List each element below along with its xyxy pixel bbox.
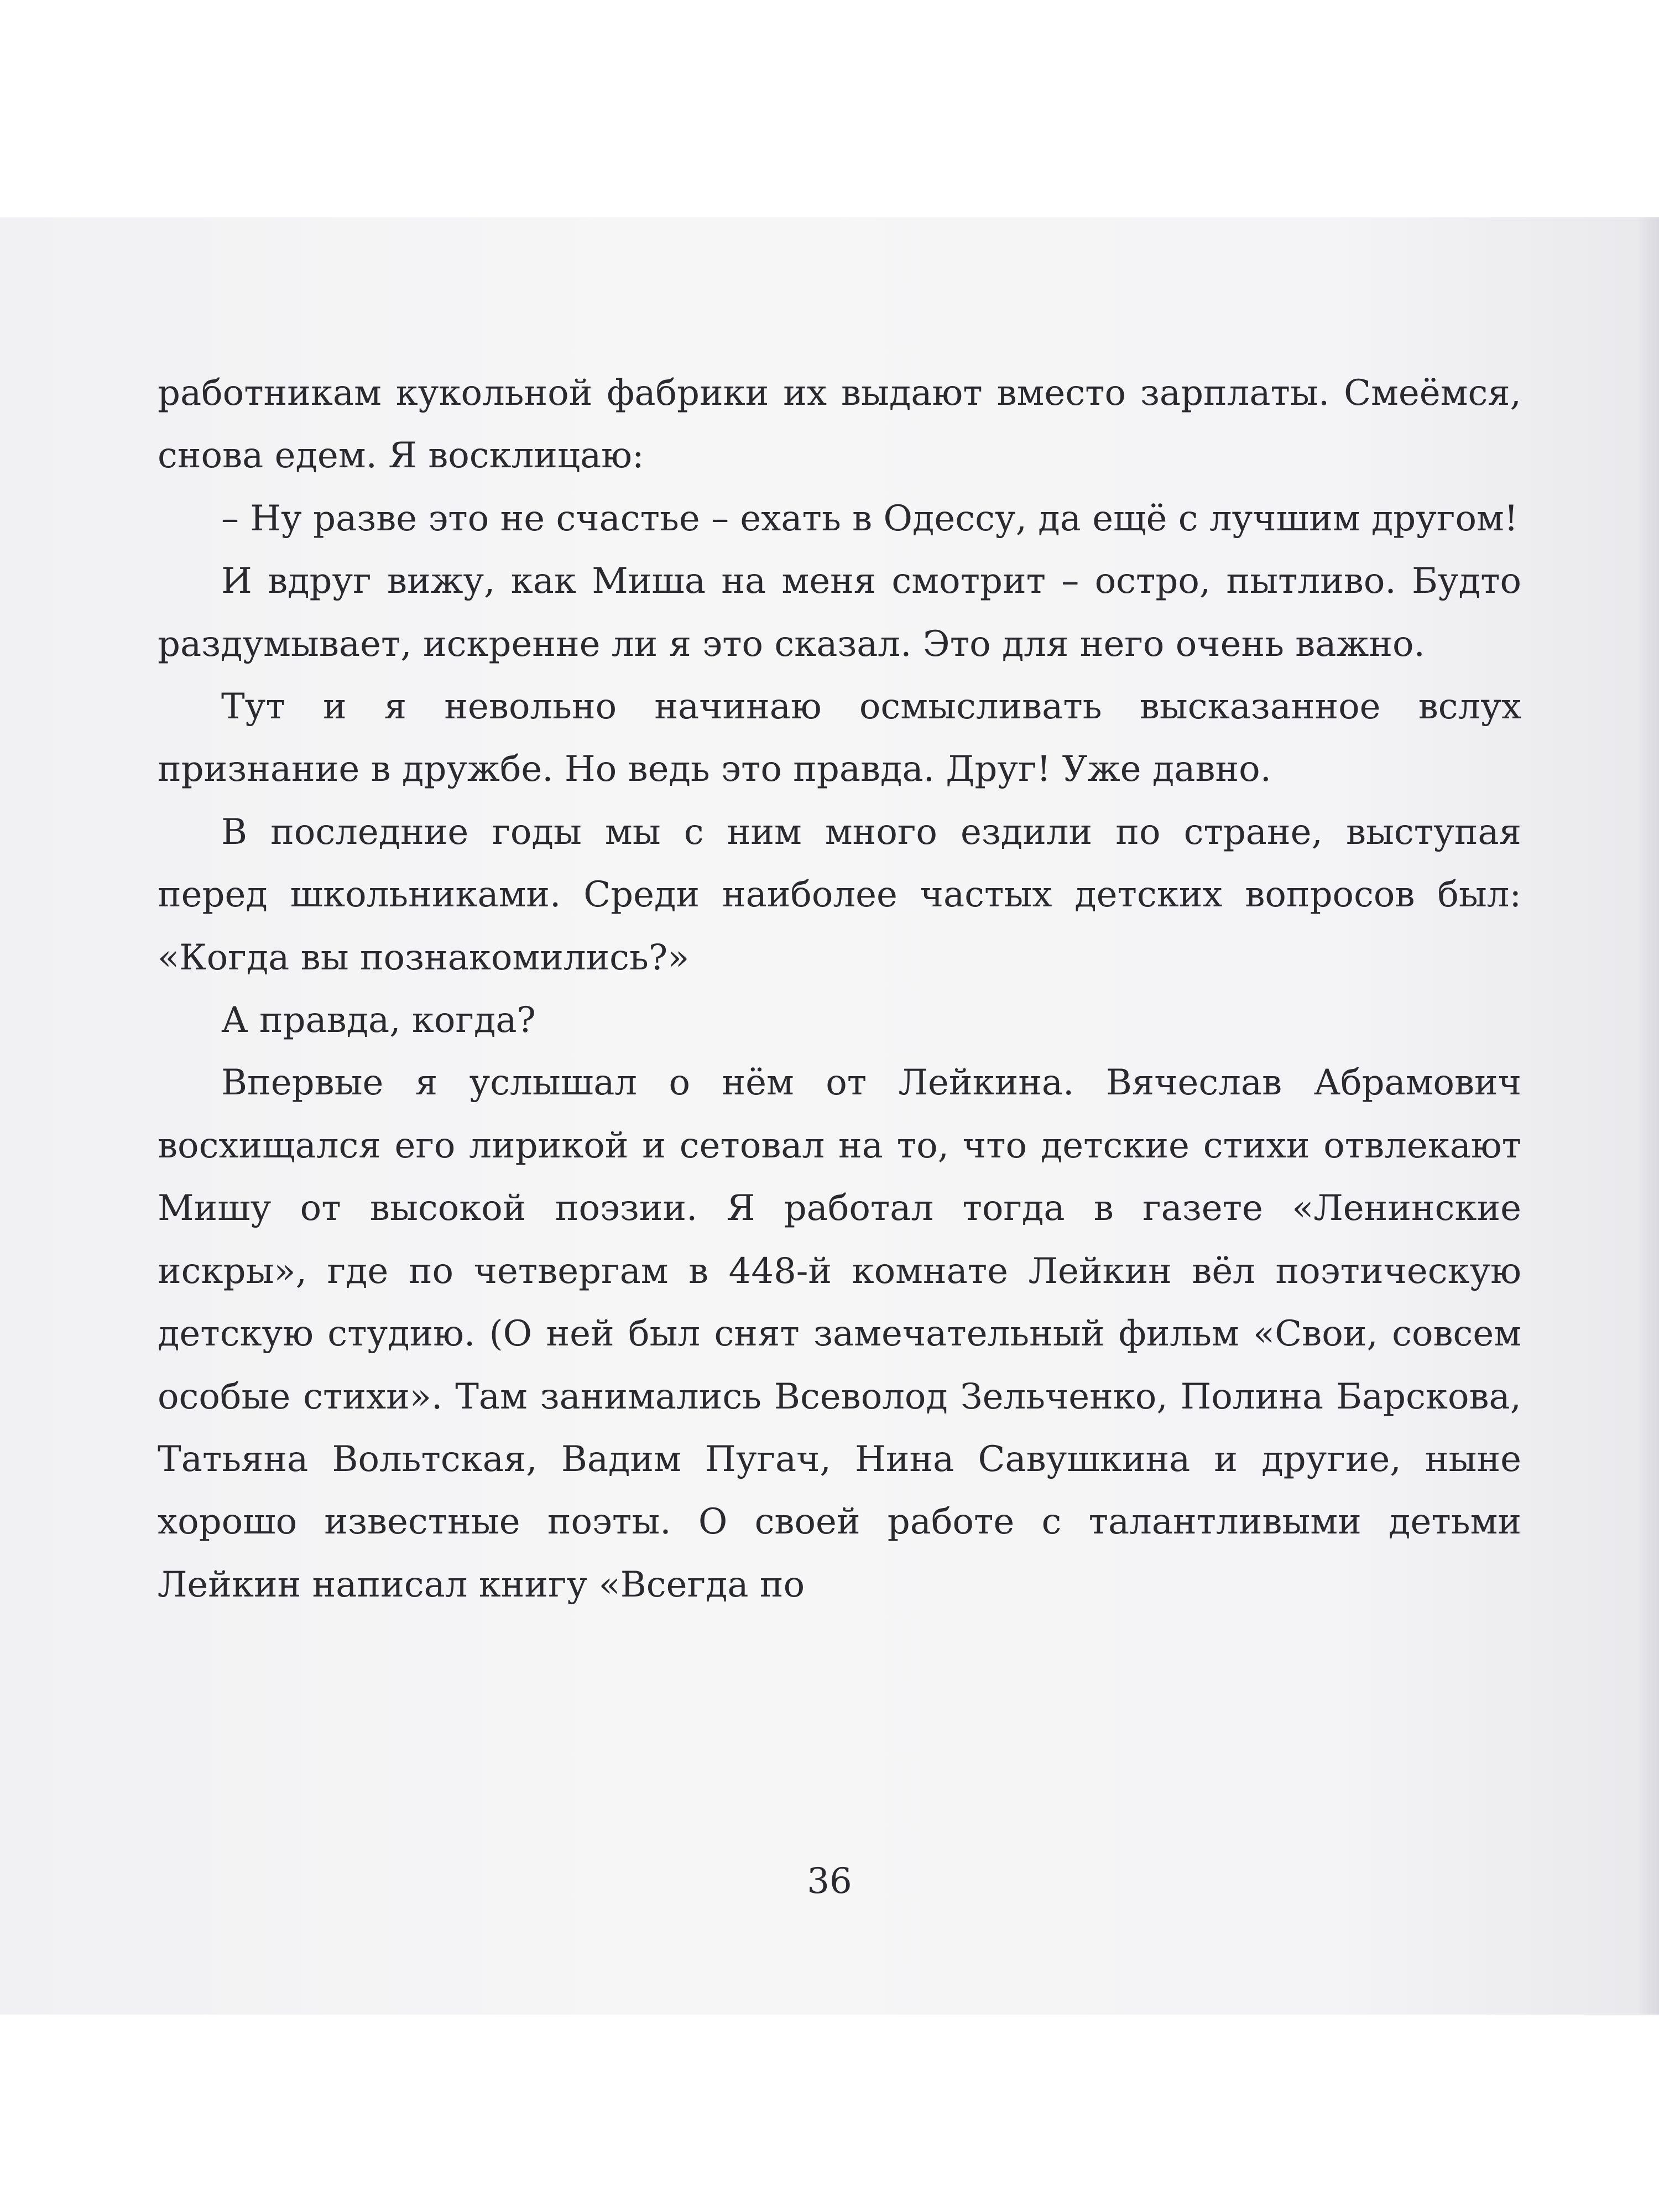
paragraph-5: В последние годы мы с ним много ездили по стране, выступая перед школьниками. Среди наиболее частых детских вопросов был: «Когда вы познакомились?» [158, 811, 1521, 978]
page-number: 36 [807, 1861, 852, 1902]
paragraph-2: – Ну разве это не счастье – ехать в Одессу, да ещё с лучшим другом! [221, 498, 1519, 539]
paragraph-6: А правда, когда? [221, 1000, 536, 1041]
paragraph-4: Тут и я невольно начинаю осмысливать высказанное вслух признание в дружбе. Но ведь это правда. Друг! Уже давно. [158, 686, 1521, 790]
paragraph-7: Впервые я услышал о нём от Лейкина. Вячеслав Абрамович восхищался его лирикой и сетовал на то, что детские стихи отвлекают Мишу от высокой поэзии. Я работал тогда в газете «Ленинские искры», где по четвергам в 448-й комнате Лейкин вёл поэтическую детскую студию. (О ней был снят замечательный фильм «Свои, совсем особые стихи». Там занимались Всеволод Зельченко, Полина Барскова, Татьяна Вольтская, Вадим Пугач, Нина Савушкина и другие, ныне хорошо известные поэты. О своей работе с талантливыми детьми Лейкин написал книгу «Всегда по [158, 1062, 1521, 1605]
page-edge-shadow [1637, 217, 1659, 2015]
paragraph-1: работникам кукольной фабрики их выдают вместо зарплаты. Смеёмся, снова едем. Я восклицаю: [158, 373, 1521, 477]
paragraph-3: И вдруг вижу, как Миша на меня смотрит – остро, пытливо. Будто раздумывает, искренне ли я это сказал. Это для него очень важно. [158, 561, 1521, 665]
body-text [158, 362, 1521, 1616]
